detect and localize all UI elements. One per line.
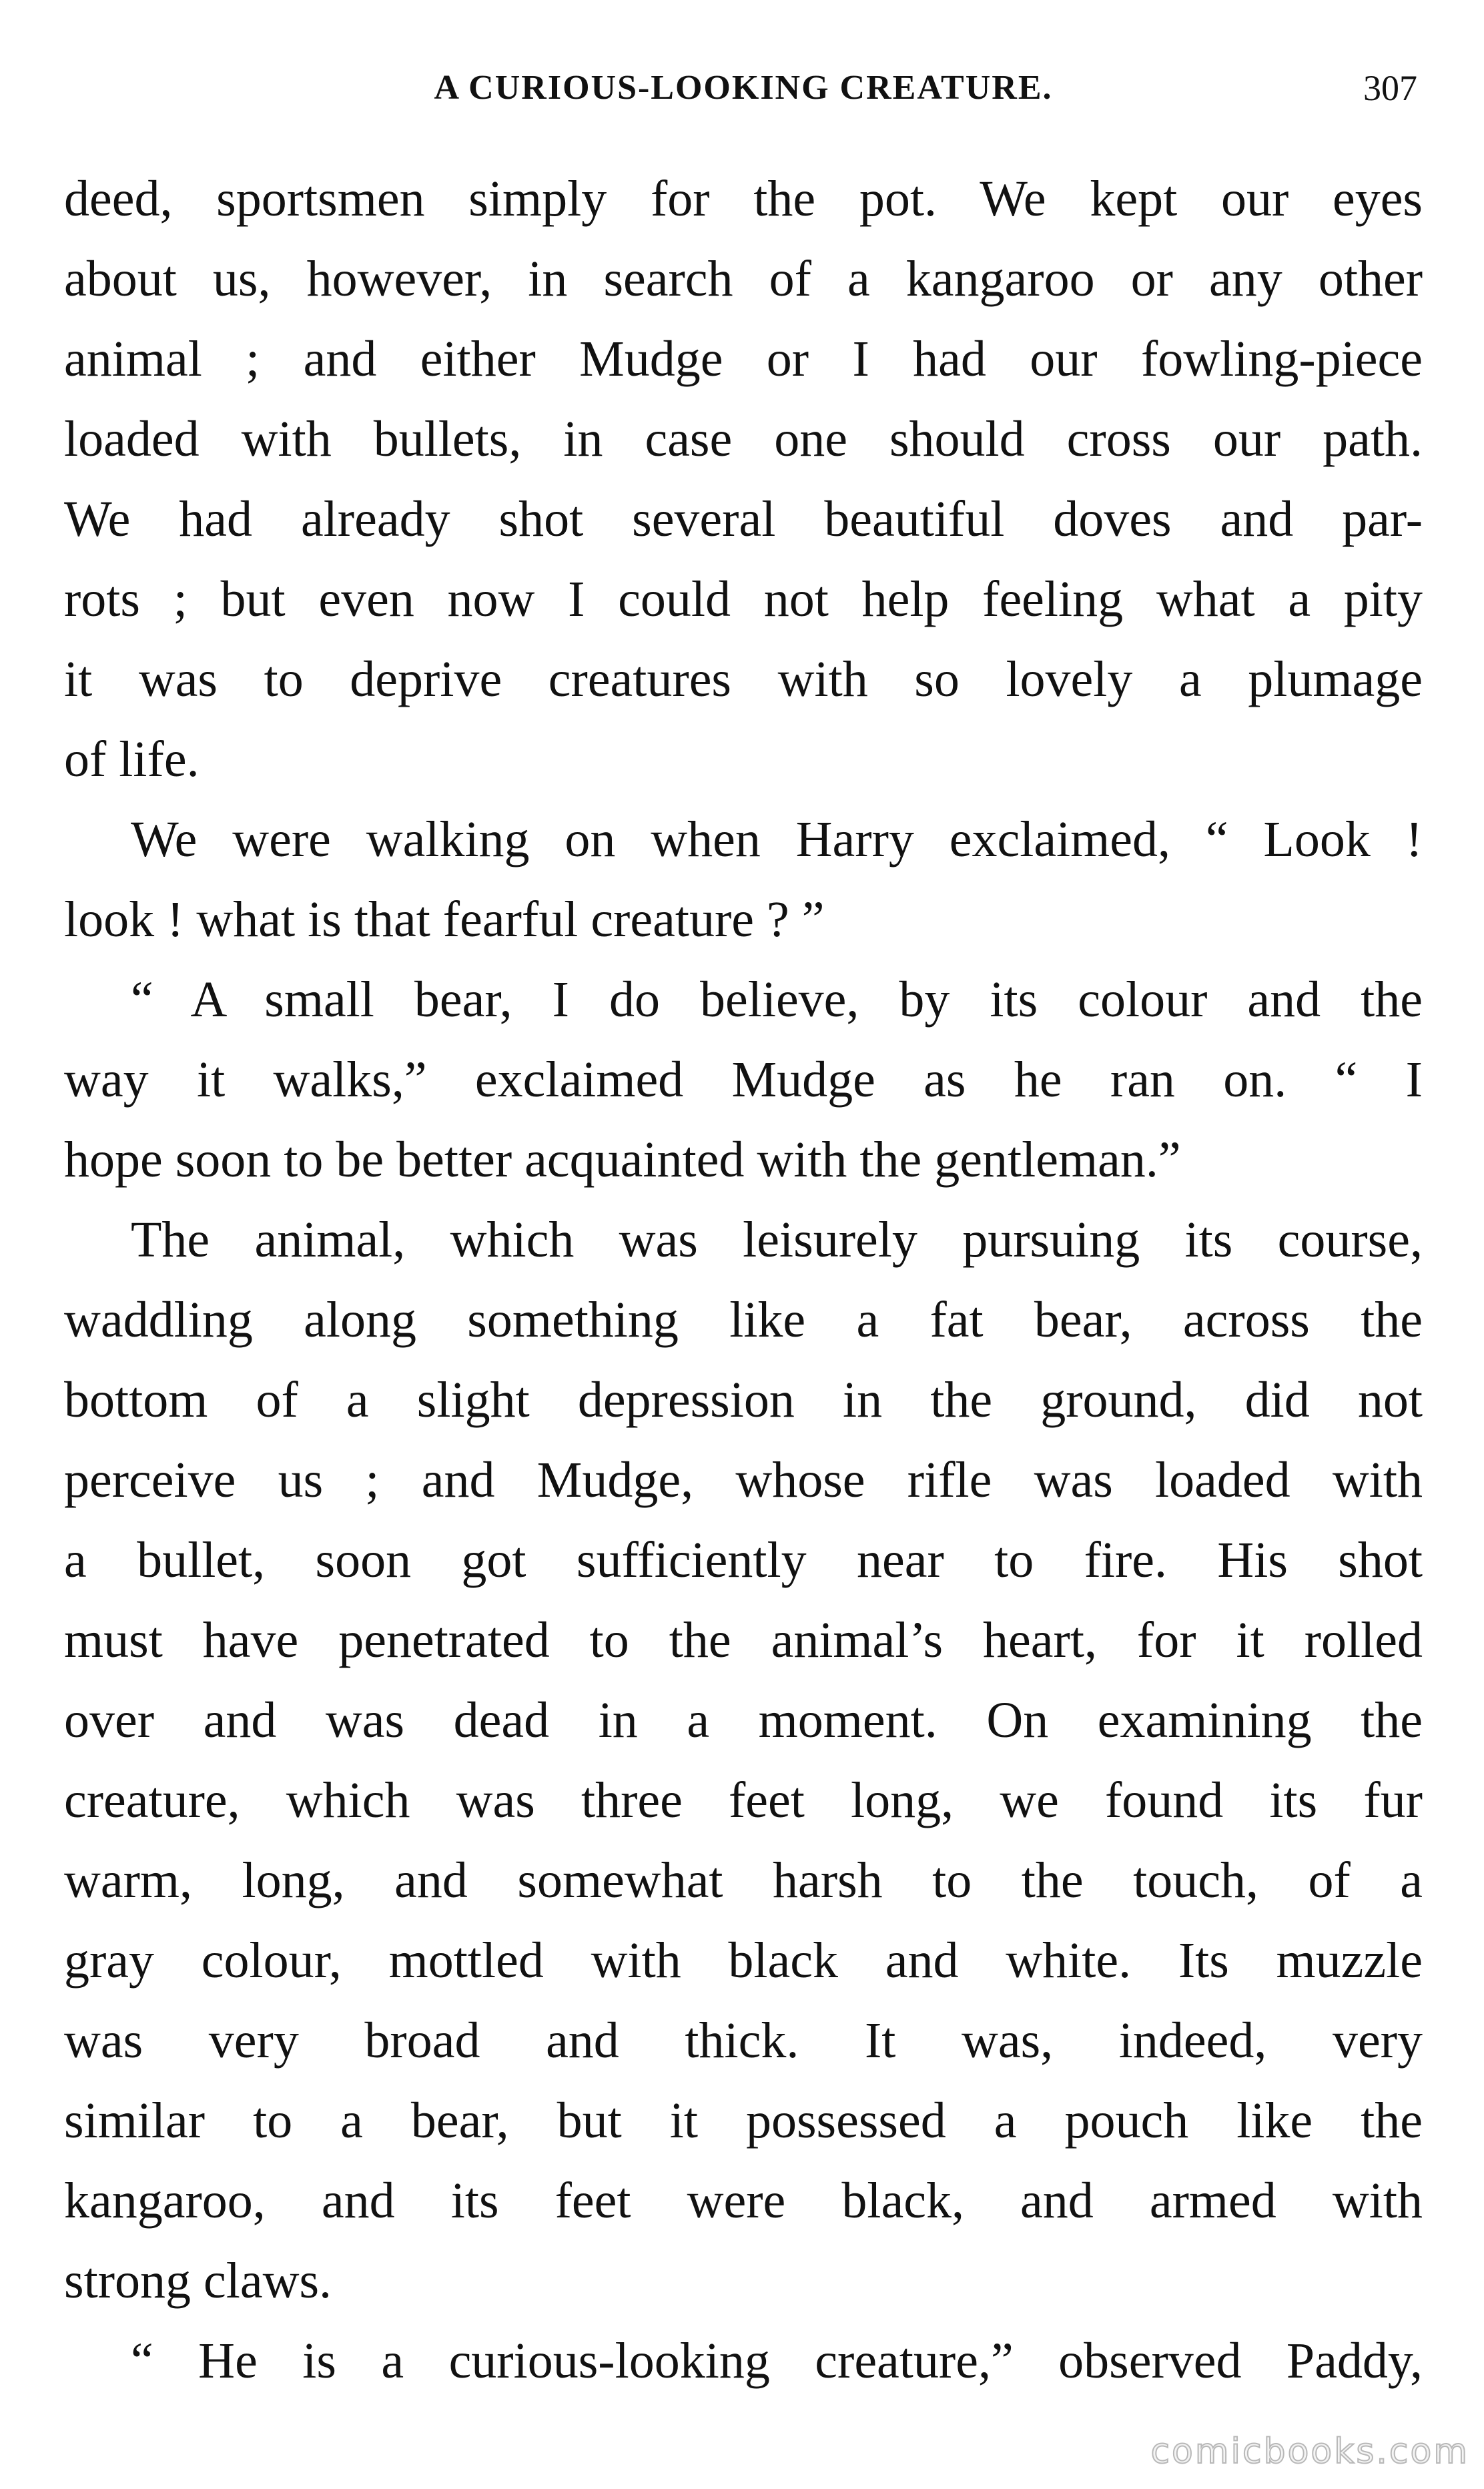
running-head: [64, 61, 1423, 115]
running-title: A CURIOUS-LOOKING CREATURE.: [434, 69, 1053, 107]
text-line: warm, long, and somewhat harsh to the touch, of a: [64, 1852, 1423, 1908]
text-line: must have penetrated to the animal’s heart, for it rolled: [64, 1612, 1423, 1668]
text-line: a bullet, soon got sufficiently near to fire. His shot: [64, 1532, 1423, 1588]
text-line: about us, however, in search of a kangaroo or any other: [64, 251, 1423, 307]
text-line: it was to deprive creatures with so lovely a plumage: [64, 651, 1423, 707]
text-line: perceive us ; and Mudge, whose rifle was loaded with: [64, 1452, 1423, 1508]
text-line: animal ; and either Mudge or I had our fowling-piece: [64, 331, 1423, 387]
text-line: was very broad and thick. It was, indeed, very: [64, 2013, 1423, 2069]
text-line: We were walking on when Harry exclaimed, “ Look !: [131, 811, 1423, 867]
watermark: comicbooks.com: [1150, 2432, 1469, 2472]
text-line: bottom of a slight depression in the ground, did not: [64, 1372, 1423, 1428]
text-line: over and was dead in a moment. On examining the: [64, 1692, 1423, 1748]
text-line: waddling along something like a fat bear, across the: [64, 1292, 1423, 1348]
text-line: The animal, which was leisurely pursuing its course,: [131, 1212, 1423, 1268]
body-text: [64, 159, 1423, 2401]
page-number: 307: [1363, 68, 1417, 108]
text-line: of life.: [64, 731, 200, 787]
text-line: kangaroo, and its feet were black, and armed with: [64, 2173, 1423, 2229]
text-line: “ He is a curious-looking creature,” observed Paddy,: [131, 2333, 1423, 2389]
text-line: similar to a bear, but it possessed a pouch like the: [64, 2093, 1423, 2149]
text-line: deed, sportsmen simply for the pot. We kept our eyes: [64, 171, 1423, 227]
text-line: hope soon to be better acquainted with the gentleman.”: [64, 1132, 1181, 1188]
text-line: creature, which was three feet long, we found its fur: [64, 1772, 1423, 1828]
text-line: loaded with bullets, in case one should cross our path.: [64, 411, 1423, 467]
text-line: strong claws.: [64, 2253, 332, 2309]
text-line: “ A small bear, I do believe, by its colour and the: [131, 972, 1423, 1028]
text-line: rots ; but even now I could not help feeling what a pity: [64, 571, 1423, 627]
text-line: look ! what is that fearful creature ? ”: [64, 892, 825, 948]
text-line: gray colour, mottled with black and white. Its muzzle: [64, 1932, 1423, 1989]
text-line: way it walks,” exclaimed Mudge as he ran on. “ I: [64, 1052, 1423, 1108]
text-line: We had already shot several beautiful doves and par-: [64, 491, 1423, 547]
